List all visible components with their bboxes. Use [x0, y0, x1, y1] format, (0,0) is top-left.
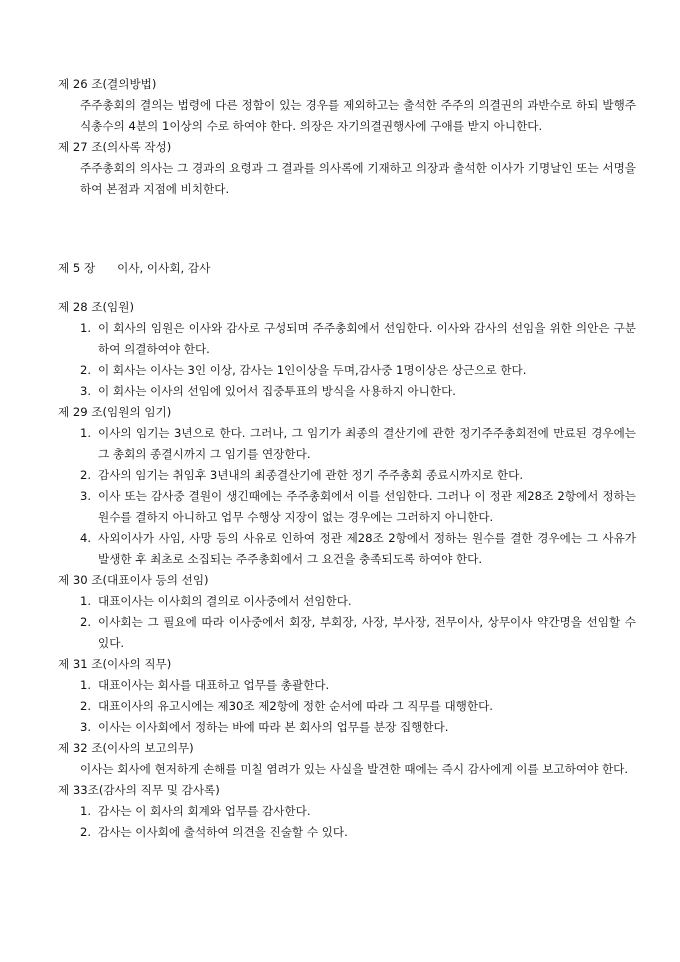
clause-list	[58, 675, 636, 738]
clause-item	[58, 822, 636, 843]
clause-list	[58, 801, 636, 843]
article-title: 제 27 조(의사록 작성)	[58, 140, 172, 154]
clause-item	[58, 612, 636, 654]
clause-text: 사외이사가 사임, 사망 등의 사유로 인하여 정관 제28조 2항에서 정하는 원수를 결한 경우에는 그 사유가 발생한 후 최초로 소집되는 주주총회에서 그 요건을 충족되도록 하여야 한다.	[98, 531, 636, 566]
article-title: 제 30 조(대표이사 등의 선임)	[58, 573, 209, 587]
clause-item	[58, 465, 636, 486]
chapter-label: 제 5 장	[58, 261, 96, 275]
clause-item	[58, 675, 636, 696]
article-title: 제 32 조(이사의 보고의무)	[58, 741, 194, 755]
clause-item	[58, 696, 636, 717]
clause-number: 2.	[80, 699, 92, 713]
clause-item	[58, 801, 636, 822]
chapter-title: 이사, 이사회, 감사	[117, 261, 211, 275]
article-31	[58, 654, 636, 738]
clause-list	[58, 318, 636, 402]
clause-item	[58, 717, 636, 738]
clause-text: 이사의 임기는 3년으로 한다. 그러나, 그 임기가 최종의 결산기에 관한 정기주주총회전에 만료된 경우에는 그 총회의 종결시까지 그 임기를 연장한다.	[98, 426, 636, 461]
article-30	[58, 570, 636, 654]
article-body: 주주총회의 의사는 그 경과의 요령과 그 결과를 의사록에 기재하고 의장과 출석한 이사가 기명날인 또는 서명을 하여 본점과 지점에 비치한다.	[80, 161, 636, 196]
clause-item	[58, 381, 636, 402]
article-title: 제 29 조(임원의 임기)	[58, 405, 172, 419]
clause-text: 이사회는 그 필요에 따라 이사중에서 회장, 부회장, 사장, 부사장, 전무이사, 상무이사 약간명을 선임할 수 있다.	[98, 615, 636, 650]
clause-text: 이 회사는 이사의 선임에 있어서 집중투표의 방식을 사용하지 아니한다.	[98, 384, 456, 398]
clause-number: 4.	[80, 531, 92, 545]
clause-number: 1.	[80, 426, 92, 440]
clause-item	[58, 591, 636, 612]
clause-number: 2.	[80, 363, 92, 377]
article-29	[58, 402, 636, 570]
clause-number: 3.	[80, 489, 92, 503]
clause-text: 감사의 임기는 취임후 3년내의 최종결산기에 관한 정기 주주총회 종료시까지로 한다.	[98, 468, 524, 482]
clause-text: 이사는 이사회에서 정하는 바에 따라 본 회사의 업무를 분장 집행한다.	[98, 720, 449, 734]
article-body: 주주총회의 결의는 법령에 다른 정함이 있는 경우를 제외하고는 출석한 주주의 의결권의 과반수로 하되 발행주식총수의 4분의 1이상의 수로 하여야 한다. 의장은 자기의결권행사에 구애를 받지 아니한다.	[80, 98, 636, 133]
article-26	[58, 74, 636, 137]
article-title: 제 26 조(결의방법)	[58, 77, 157, 91]
clause-text: 이 회사는 이사는 3인 이상, 감사는 1인이상을 두며,감사중 1명이상은 상근으로 한다.	[98, 363, 527, 377]
clause-text: 대표이사는 이사회의 결의로 이사중에서 선임한다.	[98, 594, 352, 608]
articles-bottom	[58, 297, 636, 843]
clause-text: 감사는 이사회에 출석하여 의견을 진술할 수 있다.	[98, 825, 348, 839]
clause-text: 대표이사는 회사를 대표하고 업무를 총괄한다.	[98, 678, 330, 692]
clause-item	[58, 360, 636, 381]
clause-number: 3.	[80, 384, 92, 398]
clause-text: 이 회사의 임원은 이사와 감사로 구성되며 주주총회에서 선임한다. 이사와 감사의 선임을 위한 의안은 구분하여 의결하여야 한다.	[98, 321, 636, 356]
clause-number: 3.	[80, 720, 92, 734]
clause-list	[58, 591, 636, 654]
article-title: 제 31 조(이사의 직무)	[58, 657, 172, 671]
clause-number: 2.	[80, 615, 92, 629]
article-33	[58, 780, 636, 843]
chapter-heading	[58, 258, 210, 279]
article-title: 제 28 조(임원)	[58, 300, 134, 314]
clause-number: 2.	[80, 468, 92, 482]
clause-text: 감사는 이 회사의 회계와 업무를 감사한다.	[98, 804, 311, 818]
clause-number: 1.	[80, 321, 92, 335]
clause-number: 1.	[80, 804, 92, 818]
clause-text: 이사 또는 감사중 결원이 생긴때에는 주주총회에서 이를 선임한다. 그러나 이 정관 제28조 2항에서 정하는 원수를 결하지 아니하고 업무 수행상 지장이 없는 경우에는 그러하지 아니한다.	[98, 489, 636, 524]
clause-item	[58, 423, 636, 465]
clause-item	[58, 486, 636, 528]
clause-text: 대표이사의 유고시에는 제30조 제2항에 정한 순서에 따라 그 직무를 대행한다.	[98, 699, 493, 713]
article-27	[58, 137, 636, 200]
article-28	[58, 297, 636, 402]
clause-item	[58, 528, 636, 570]
clause-number: 2.	[80, 825, 92, 839]
article-body: 이사는 회사에 현저하게 손해를 미칠 염려가 있는 사실을 발견한 때에는 즉시 감사에게 이를 보고하여야 한다.	[80, 762, 629, 776]
clause-item	[58, 318, 636, 360]
articles-top	[58, 74, 636, 200]
clause-number: 1.	[80, 678, 92, 692]
article-32	[58, 738, 636, 780]
article-title: 제 33조(감사의 직무 및 감사록)	[58, 783, 220, 797]
clause-list	[58, 423, 636, 570]
clause-number: 1.	[80, 594, 92, 608]
